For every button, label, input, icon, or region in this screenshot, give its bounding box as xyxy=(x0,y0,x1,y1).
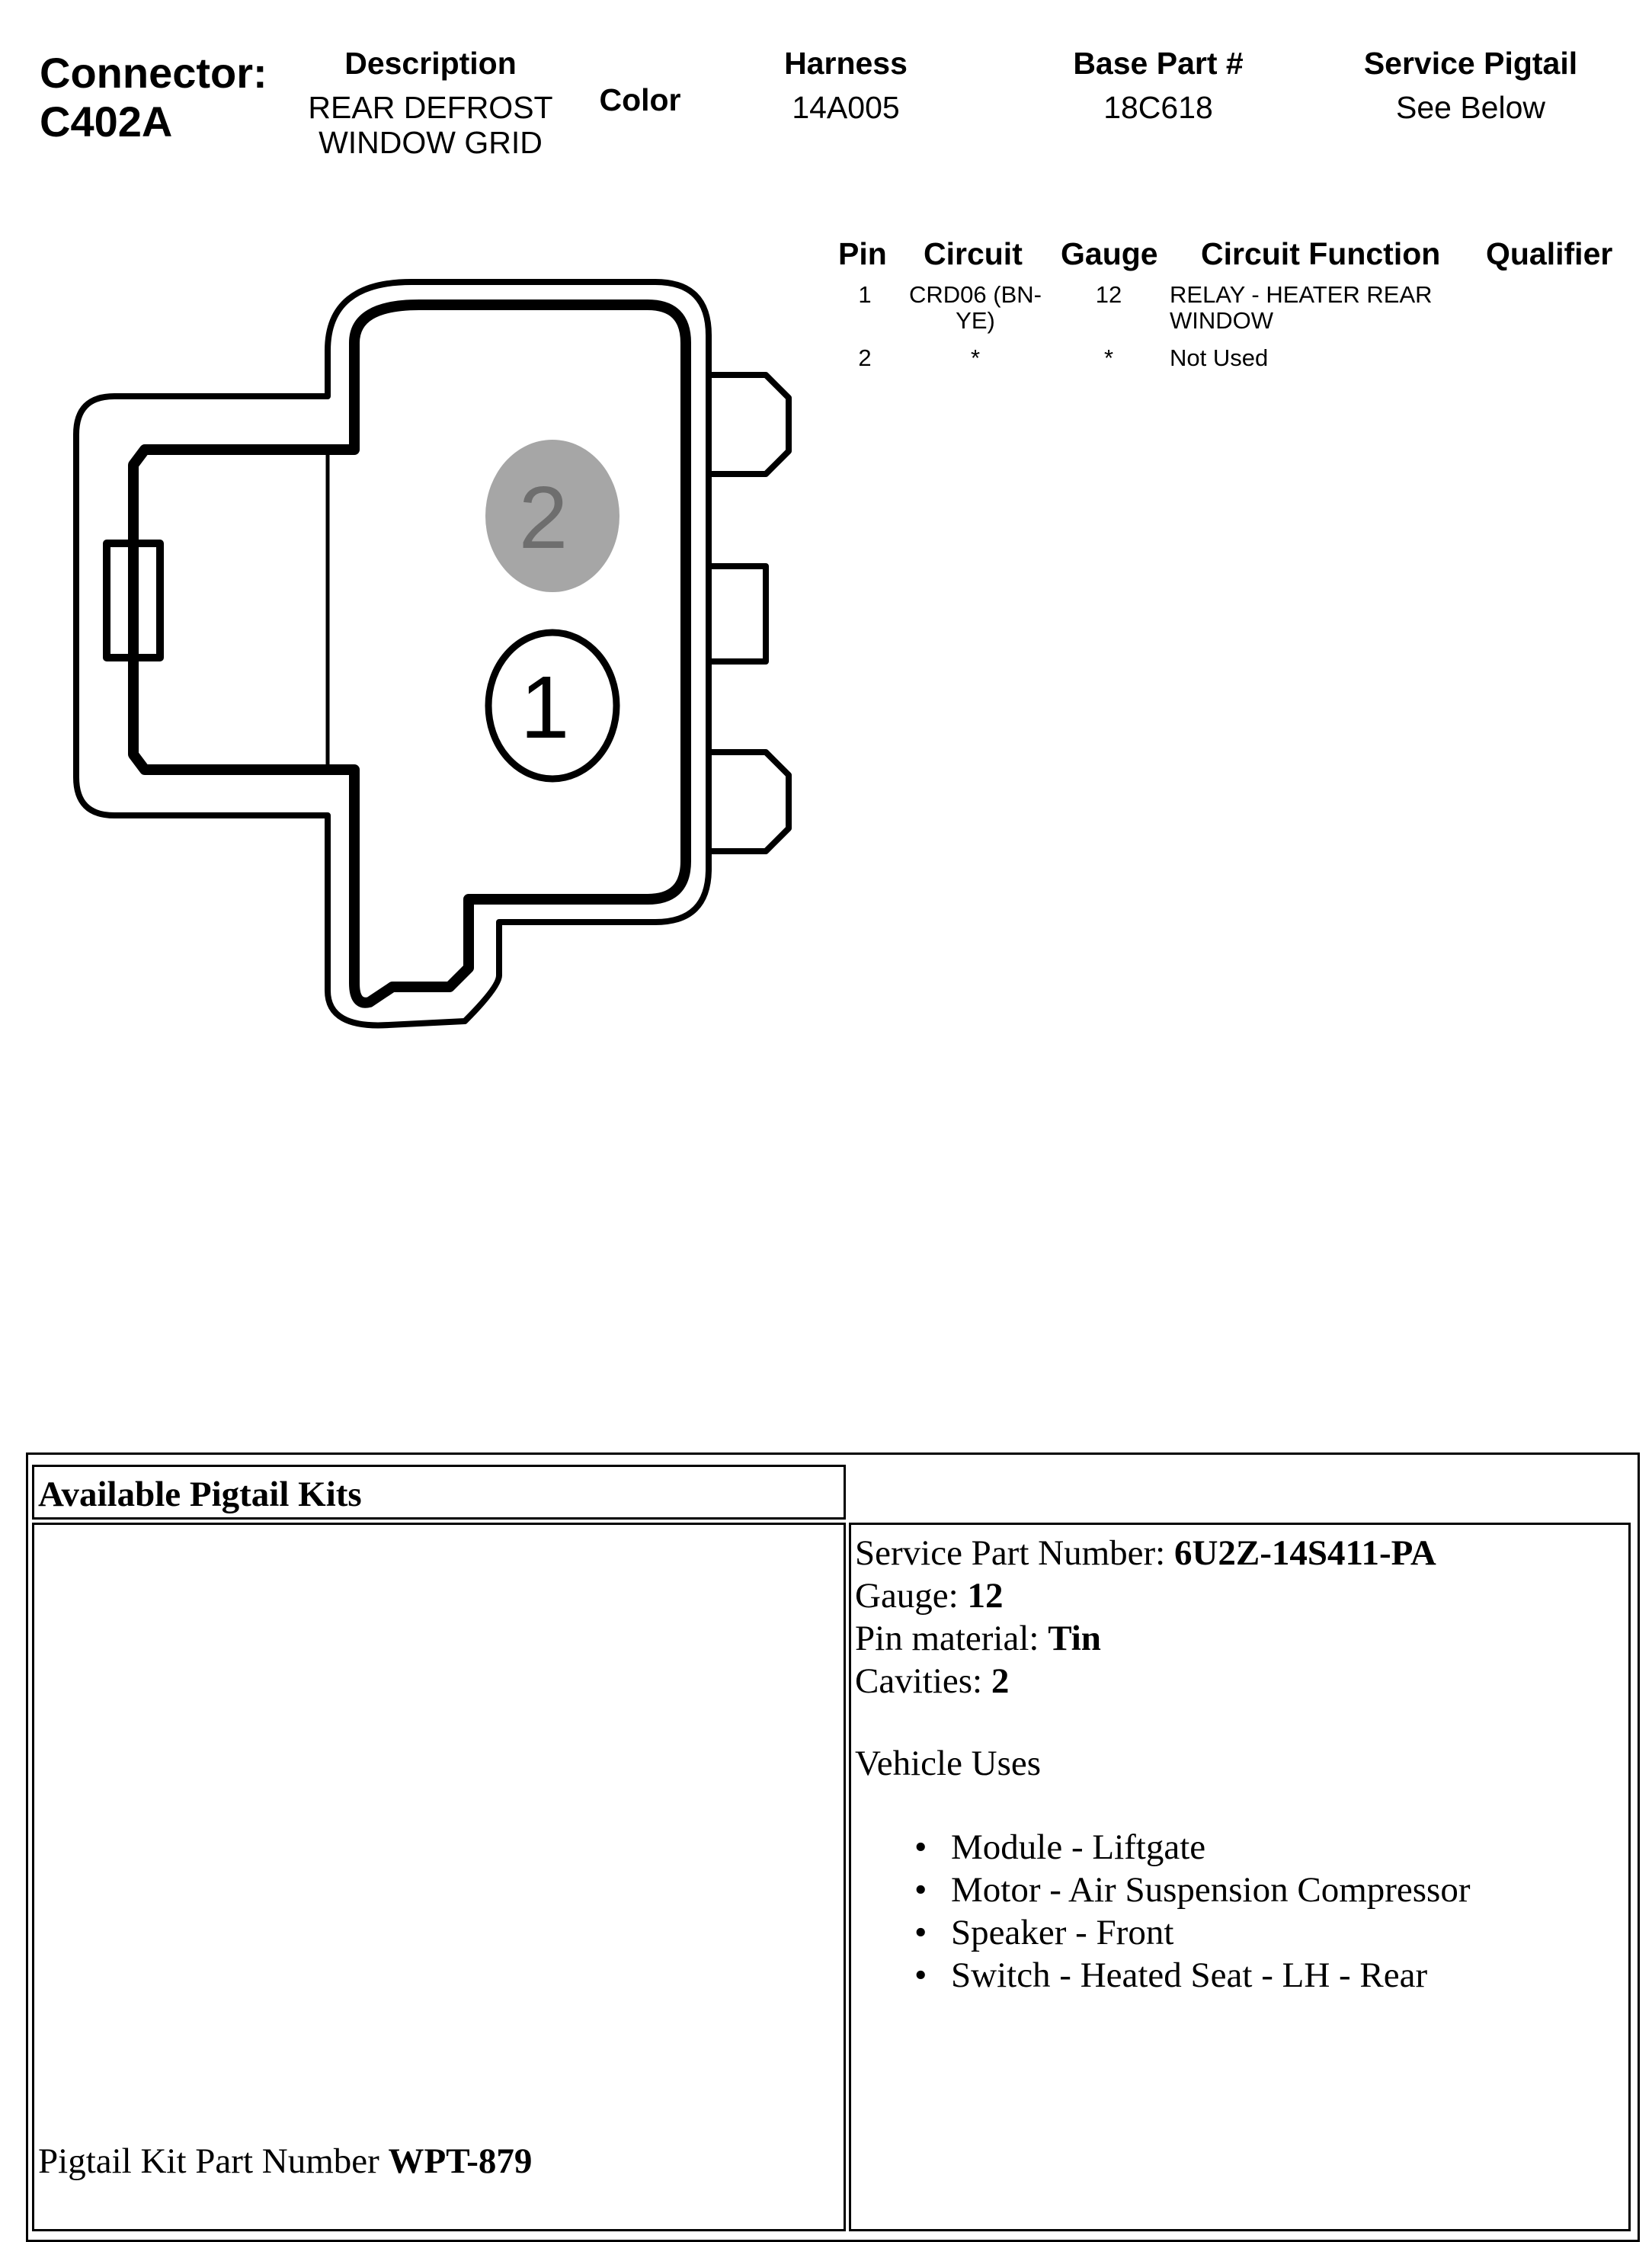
row1-circuit-line2: YE) xyxy=(956,307,995,334)
connector-face-diagram xyxy=(69,274,800,1052)
qualifier-column-header: Qualifier xyxy=(1486,236,1613,271)
pigtail-kits-heading: Available Pigtail Kits xyxy=(38,1475,362,1514)
pin-cavity-1 xyxy=(488,633,616,779)
row1-function-line2: WINDOW xyxy=(1170,307,1274,334)
list-item: • Motor - Air Suspension Compressor xyxy=(914,1870,1471,1910)
pin-1-label: 1 xyxy=(520,658,570,757)
connector-inner-shell xyxy=(133,305,686,1003)
connector-tab-middle xyxy=(709,566,766,661)
connector-housing xyxy=(76,282,789,1025)
row1-gauge: 12 xyxy=(1095,281,1122,308)
row1-pin: 1 xyxy=(858,281,872,308)
cavities xyxy=(855,1660,1436,1702)
row1-function-line1: RELAY - HEATER REAR xyxy=(1170,281,1433,308)
circuit-column-header: Circuit xyxy=(924,236,1023,271)
bullet-icon: • xyxy=(914,1913,927,1952)
pin-2-label: 2 xyxy=(518,468,568,567)
connector-outer-shell xyxy=(76,282,709,1025)
harness-header: Harness xyxy=(784,46,908,81)
connector-title xyxy=(40,49,267,146)
description-header: Description xyxy=(344,46,517,81)
connector-id: C402A xyxy=(40,98,173,146)
service-part-value: 6U2Z-14S411-PA xyxy=(1173,1533,1436,1573)
kit-gauge-value: 12 xyxy=(967,1576,1004,1616)
pin-material-label: Pin material: xyxy=(855,1619,1049,1658)
cavities-label: Cavities: xyxy=(855,1661,991,1701)
row2-function: Not Used xyxy=(1170,344,1269,371)
base-part-value: 18C618 xyxy=(1103,90,1213,125)
color-header: Color xyxy=(599,82,681,117)
cavities-value: 2 xyxy=(991,1661,1010,1701)
connector-tab-top xyxy=(709,375,789,474)
pigtail-image-cell xyxy=(32,1523,846,2231)
row1-circuit-line1: CRD06 (BN- xyxy=(909,281,1042,308)
list-item: • Module - Liftgate xyxy=(914,1827,1206,1867)
kit-part-value: WPT-879 xyxy=(388,2141,533,2181)
connector-label: Connector: xyxy=(40,49,267,97)
pin-column-header: Pin xyxy=(838,236,887,271)
kit-gauge-label: Gauge: xyxy=(855,1576,968,1616)
service-part-label: Service Part Number: xyxy=(855,1533,1174,1573)
connector-tab-bottom xyxy=(709,752,789,851)
harness-value: 14A005 xyxy=(792,90,900,125)
row2-pin: 2 xyxy=(858,344,872,371)
base-part-header: Base Part # xyxy=(1073,46,1244,81)
description-line1: REAR DEFROST xyxy=(308,90,553,125)
kit-gauge xyxy=(855,1574,1436,1617)
pigtail-kit-details xyxy=(855,1532,1436,1785)
row1-function xyxy=(1170,282,1490,334)
pin-cavity-2 xyxy=(485,440,620,592)
description-value xyxy=(290,90,571,160)
list-item: • Speaker - Front xyxy=(914,1913,1174,1952)
bullet-icon: • xyxy=(914,1955,927,1995)
service-pigtail-value: See Below xyxy=(1395,90,1545,125)
kit-part-label: Pigtail Kit Part Number xyxy=(38,2141,389,2181)
pigtail-kit-part-number xyxy=(38,2140,532,2183)
row2-circuit: * xyxy=(970,344,981,371)
bullet-icon: • xyxy=(914,1870,927,1910)
description-line2: WINDOW GRID xyxy=(319,125,543,160)
service-part-number xyxy=(855,1532,1436,1574)
pin-material-value: Tin xyxy=(1048,1619,1101,1658)
row1-circuit xyxy=(892,282,1059,334)
vehicle-uses-label: Vehicle Uses xyxy=(855,1744,1042,1783)
pin-material xyxy=(855,1617,1436,1660)
circuit-function-column-header: Circuit Function xyxy=(1201,236,1441,271)
service-pigtail-header: Service Pigtail xyxy=(1363,46,1578,81)
bullet-icon: • xyxy=(914,1827,927,1867)
list-item: • Switch - Heated Seat - LH - Rear xyxy=(914,1955,1428,1995)
gauge-column-header: Gauge xyxy=(1061,236,1158,271)
vehicle-uses-list xyxy=(884,1826,1471,1997)
row2-gauge: * xyxy=(1103,344,1114,371)
